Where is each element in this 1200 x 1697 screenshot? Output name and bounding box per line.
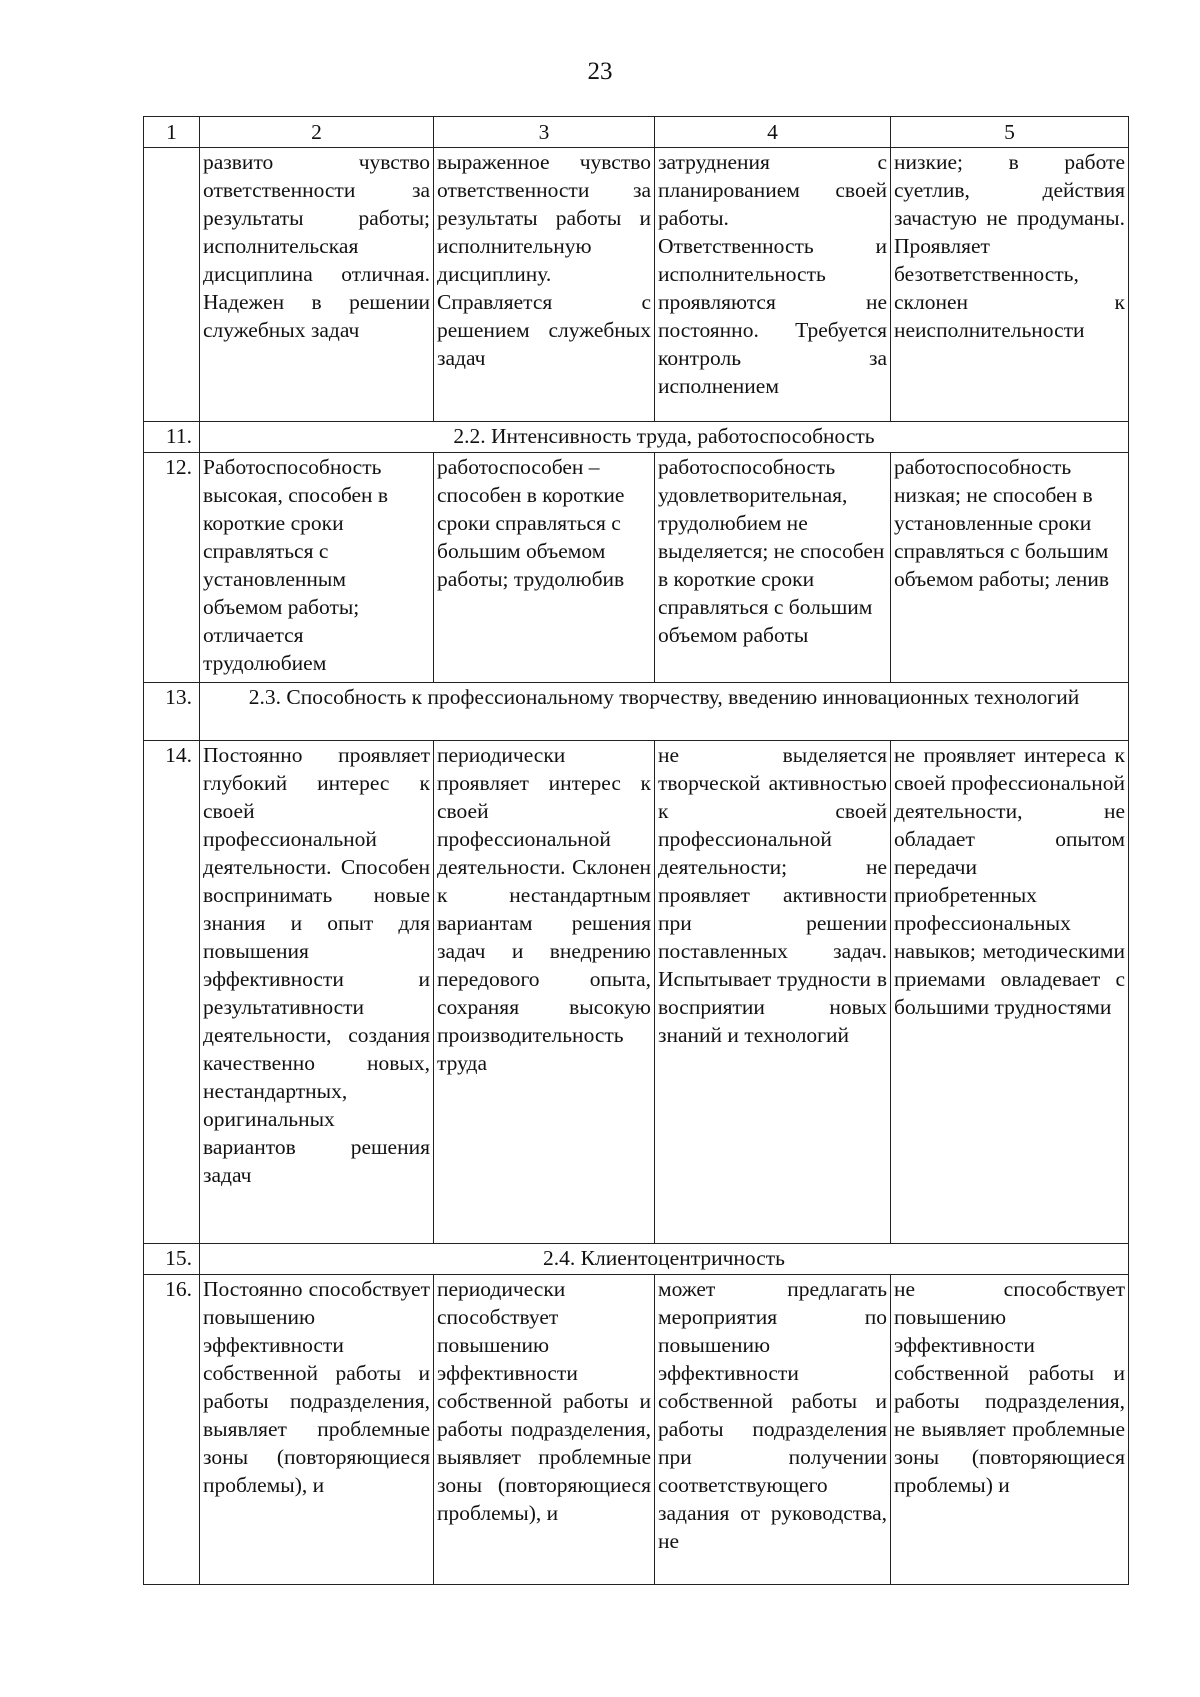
column-header: 5 xyxy=(891,117,1129,148)
table-row xyxy=(144,148,1129,422)
evaluation-table xyxy=(143,116,1129,1585)
section-title: 2.2. Интенсивность труда, работоспособность xyxy=(200,422,1129,453)
table-cell: Постоянно проявляет глубокий интерес к своей профессиональной деятельности. Способен воспринимать новые знания и опыт для повышения эффективности и результативности деятельности, создания качественно новых, нестандартных, оригинальных вариантов решения задач xyxy=(200,741,434,1244)
section-row xyxy=(144,1244,1129,1275)
row-number: 11. xyxy=(144,422,200,453)
table-row xyxy=(144,741,1129,1244)
table-cell: затруднения с планированием своей работы. Ответственность и исполнительность проявляются не постоянно. Требуется контроль за исполнением xyxy=(655,148,891,422)
row-number: 12. xyxy=(144,453,200,683)
section-title: 2.3. Способность к профессиональному творчеству, введению инновационных технологий xyxy=(200,683,1129,741)
table-cell: периодически способствует повышению эффективности собственной работы и работы подразделения, выявляет проблемные зоны (повторяющиеся проблемы), и xyxy=(434,1275,655,1585)
row-number: 14. xyxy=(144,741,200,1244)
row-number: 15. xyxy=(144,1244,200,1275)
column-header: 2 xyxy=(200,117,434,148)
table-cell: Работоспособность высокая, способен в короткие сроки справляться с установленным объемом работы; отличается трудолюбием xyxy=(200,453,434,683)
table-cell: не способствует повышению эффективности собственной работы и работы подразделения, не выявляет проблемные зоны (повторяющиеся проблемы) и xyxy=(891,1275,1129,1585)
table-row xyxy=(144,1275,1129,1585)
page-number: 23 xyxy=(587,58,613,85)
section-row xyxy=(144,683,1129,741)
table-row xyxy=(144,453,1129,683)
table-cell: работоспособен – способен в короткие сроки справляться с большим объемом работы; трудолюбив xyxy=(434,453,655,683)
column-header: 4 xyxy=(655,117,891,148)
row-number: 13. xyxy=(144,683,200,741)
column-header: 1 xyxy=(144,117,200,148)
table-cell: развито чувство ответственности за результаты работы; исполнительская дисциплина отличная. Надежен в решении служебных задач xyxy=(200,148,434,422)
table-cell: низкие; в работе суетлив, действия зачастую не продуманы. Проявляет безответственность, склонен к неисполнительности xyxy=(891,148,1129,422)
table-cell: работоспособность низкая; не способен в установленные сроки справляться с большим объемом работы; ленив xyxy=(891,453,1129,683)
table-cell: выраженное чувство ответственности за результаты работы и исполнительную дисциплину. Справляется с решением служебных задач xyxy=(434,148,655,422)
table-cell: не выделяется творческой активностью к своей профессиональной деятельности; не проявляет активности при решении поставленных задач. Испытывает трудности в восприятии новых знаний и технологий xyxy=(655,741,891,1244)
table-cell: может предлагать мероприятия по повышению эффективности собственной работы и работы подразделения при получении соответствующего задания от руководства, не xyxy=(655,1275,891,1585)
section-title: 2.4. Клиентоцентричность xyxy=(200,1244,1129,1275)
row-number: 16. xyxy=(144,1275,200,1585)
table-header-row xyxy=(144,117,1129,148)
table-cell: работоспособность удовлетворительная, трудолюбием не выделяется; не способен в короткие сроки справляться с большим объемом работы xyxy=(655,453,891,683)
table-cell: не проявляет интереса к своей профессиональной деятельности, не обладает опытом передачи приобретенных профессиональных навыков; методическими приемами овладевает с большими трудностями xyxy=(891,741,1129,1244)
column-header: 3 xyxy=(434,117,655,148)
table-cell: периодически проявляет интерес к своей профессиональной деятельности. Склонен к нестандартным вариантам решения задач и внедрению передового опыта, сохраняя высокую производительность труда xyxy=(434,741,655,1244)
row-number xyxy=(144,148,200,422)
table-cell: Постоянно способствует повышению эффективности собственной работы и работы подразделения, выявляет проблемные зоны (повторяющиеся проблемы), и xyxy=(200,1275,434,1585)
section-row xyxy=(144,422,1129,453)
